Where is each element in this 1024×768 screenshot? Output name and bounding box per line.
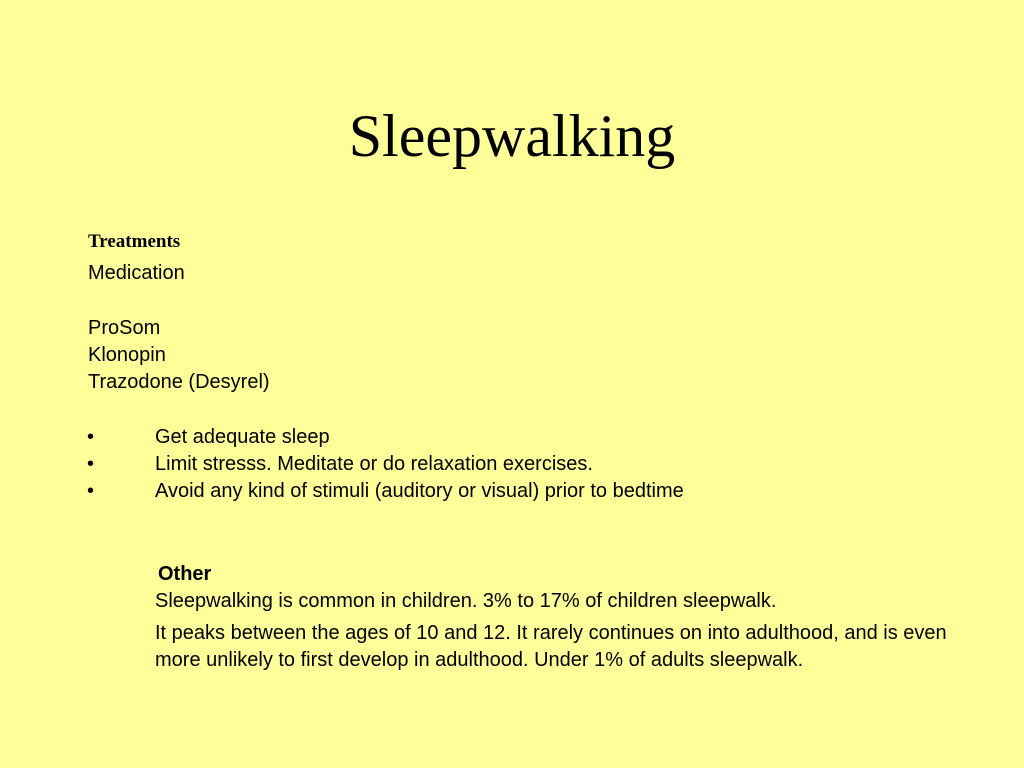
medication-label: Medication: [88, 262, 185, 284]
treatments-heading: Treatments: [88, 231, 181, 252]
medication-item: ProSom: [88, 317, 161, 339]
other-paragraph: It peaks between the ages of 10 and 12. It rarely continues on into adulthood, and is even more unlikely to first develop in adulthood. Under 1% of adults sleepwalk.: [155, 622, 947, 671]
bullet-icon: •: [87, 480, 95, 502]
medication-item: Klonopin: [88, 344, 166, 366]
bullet-item: Avoid any kind of stimuli (auditory or visual) prior to bedtime: [155, 480, 684, 502]
bullet-item: Get adequate sleep: [155, 426, 330, 448]
bullet-item: Limit stresss. Meditate or do relaxation exercises.: [155, 453, 593, 475]
slide-title: Sleepwalking: [348, 103, 676, 169]
medication-item: Trazodone (Desyrel): [88, 371, 270, 393]
other-paragraph: Sleepwalking is common in children. 3% to 17% of children sleepwalk.: [155, 590, 777, 612]
other-heading: Other: [158, 563, 212, 585]
bullet-icon: •: [87, 426, 95, 448]
bullet-icon: •: [87, 453, 95, 475]
